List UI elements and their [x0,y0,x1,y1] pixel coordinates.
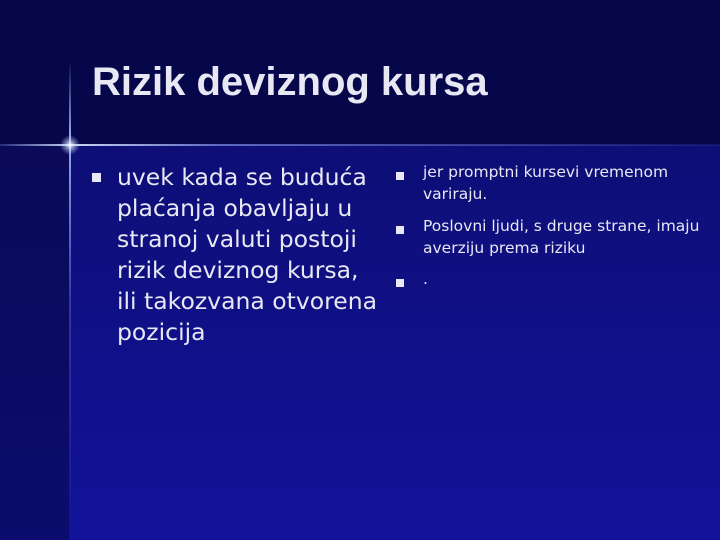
sparkle-icon [60,135,80,155]
right-bullet-text: jer promptni kursevi vremenom variraju. [423,163,669,203]
bullet-icon [396,226,404,234]
slide-title: Rizik deviznog kursa [92,60,488,104]
decorative-vertical-line [69,60,71,540]
bullet-icon [396,172,404,180]
right-bullet-text: . [423,270,428,288]
bullet-icon [92,173,101,182]
decorative-horizontal-line [0,144,720,146]
right-bullet-text: Poslovni ljudi, s druge strane, imaju averziju prema riziku [423,217,700,257]
left-band [0,145,70,540]
left-bullet-text: uvek kada se buduća plaćanja obavljaju u stranoj valuti postoji rizik deviznog kursa, ili takozvana otvorena pozicija [117,163,378,346]
bullet-icon [396,279,404,287]
